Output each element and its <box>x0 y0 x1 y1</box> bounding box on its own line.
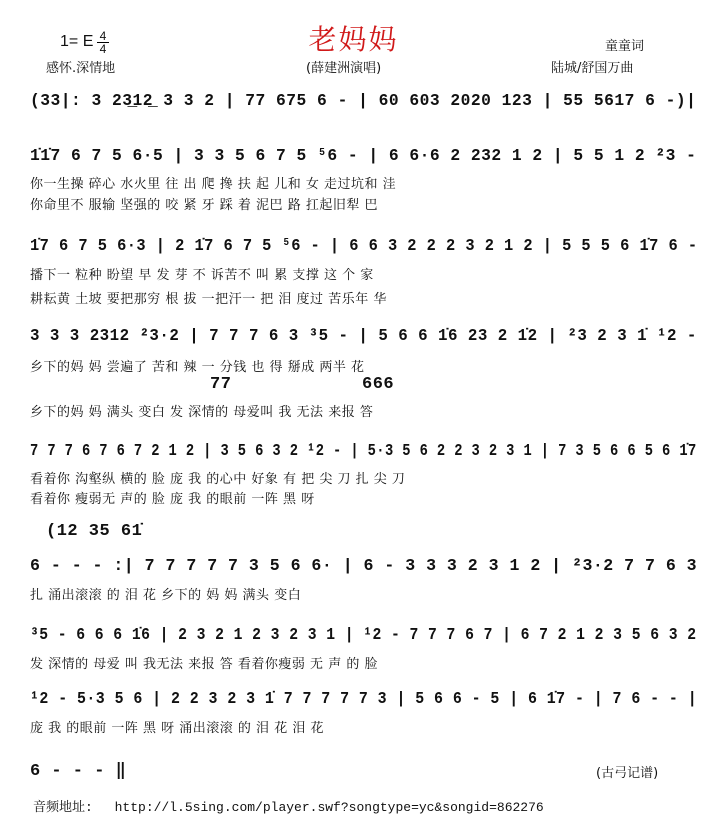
transcriber-credit: (古弓记谱) <box>596 766 659 781</box>
lyric-verse2-line4: 看着你 瘦弱无 声的 脸 庞 我 的眼前 一阵 黑 呀 <box>30 492 315 507</box>
time-signature-bottom: 4 <box>99 42 107 56</box>
score-line-4: 3 3 3 2312 ²3·2 | 7 7 7 6 3 ³5 - | 5 6 6 1̇6 23 2 1̇2 | ²3 2 3 1̇ ¹2 - <box>30 327 697 346</box>
score-line-6: 6 - - - :| 7 7 7 7 7 3 5 6 6· | 6 - 3 3 3 2 3 1 2 | ²3·2 7 7 6 3 <box>30 557 698 576</box>
composer-credit: 陆城/舒国万曲 <box>551 61 634 76</box>
key-signature: 1= E <box>60 33 94 50</box>
alt-notes-a: 77 <box>210 375 232 394</box>
score-line-8: ¹2 - 5·3 5 6 | 2 2 3 2 3 1̇ 7 7 7 7 7 3 | 5 6 6 - 5 | 6 1̇7 - | 7 6 - - | <box>30 690 698 709</box>
time-signature-top: 4 <box>99 29 107 43</box>
score-line-2: 1̇1̇7 6 7 5 6·5 | 3 3 5 6 7 5 ⁵6 - | 6 6·6 2 232 1 2 | 5 5 1 2 ²3 - <box>30 147 697 166</box>
score-line-7: ³5 - 6 6 6 1̇6 | 2 3 2 1 2 3 2 3 1 | ¹2 - 7 7 7 6 7 | 6 7 2 1 2 3 5 6 3 2 <box>30 626 697 645</box>
lyricist-credit: 童童词 <box>605 39 645 54</box>
lyric-line-7: 发 深情的 母爱 叫 我无法 来报 答 看着你瘦弱 无 声 的 脸 <box>30 657 378 672</box>
song-title: 老妈妈 <box>308 23 399 56</box>
audio-url-label: 音频地址: <box>33 800 93 815</box>
alt-notes-b: 666 <box>362 375 395 394</box>
audio-url <box>33 796 544 815</box>
lyric-verse2-line2: 耕耘黄 土坡 要把那穷 根 拔 一把汗一 把 泪 度过 苦乐年 华 <box>30 292 387 307</box>
lyric-line-6: 扎 涌出滚滚 的 泪 花 乡下的 妈 妈 满头 变白 <box>30 588 302 603</box>
lyric-verse1-line2: 播下一 粒种 盼望 早 发 芽 不 诉苦不 叫 累 支撑 这 个 家 <box>30 268 374 283</box>
intro-phrase: (12 35 61̇ <box>46 522 143 541</box>
singer-credit: (薛建洲演唱) <box>306 61 382 76</box>
score-line-5: 7 7 7 6 7 6 7 2 1 2 | 3 5 6 3 2 ¹2 - | 5·3 5 6 2 2 3 2 3 1 | 7 3 5 6 6 5 6 1̇7 <box>30 442 697 461</box>
lyric-verse1-line1: 你一生操 碎心 水火里 往 出 爬 搀 扶 起 儿和 女 走过坑和 洼 <box>30 177 397 192</box>
lyric-verse2-line3: 乡下的妈 妈 满头 变白 发 深情的 母爱叫 我 无法 来报 答 <box>30 405 374 420</box>
score-line-9: 6 - - - ‖ <box>30 762 127 781</box>
lyric-line-8: 庞 我 的眼前 一阵 黑 呀 涌出滚滚 的 泪 花 泪 花 <box>30 721 324 736</box>
score-line-1: (33|: 3 23̲12̲ 3 3 2 | 77 675 6 - | 60 603 2020 123 | 55 5617 6 -)| <box>30 92 697 111</box>
lyric-verse1-line3: 乡下的妈 妈 尝遍了 苦和 辣 一 分钱 也 得 掰成 两半 花 <box>30 360 365 375</box>
score-line-3: 1̇7 6 7 5 6·3 | 2 1̇7 6 7 5 ⁵6 - | 6 6 3 2 2 2 3 2 1 2 | 5 5 5 6 1̇7 6 - <box>30 237 698 256</box>
lyric-verse1-line4: 看着你 沟壑纵 横的 脸 庞 我 的心中 好象 有 把 尖 刀 扎 尖 刀 <box>30 472 406 487</box>
audio-url-link[interactable]: http://l.5sing.com/player.swf?songtype=yc&songid=862276 <box>114 800 544 815</box>
mood-marking: 感怀.深情地 <box>46 61 116 76</box>
lyric-verse2-line1: 你命里不 服输 坚强的 咬 紧 牙 踩 着 泥巴 路 扛起旧犁 巴 <box>30 198 378 213</box>
time-signature <box>97 30 109 55</box>
